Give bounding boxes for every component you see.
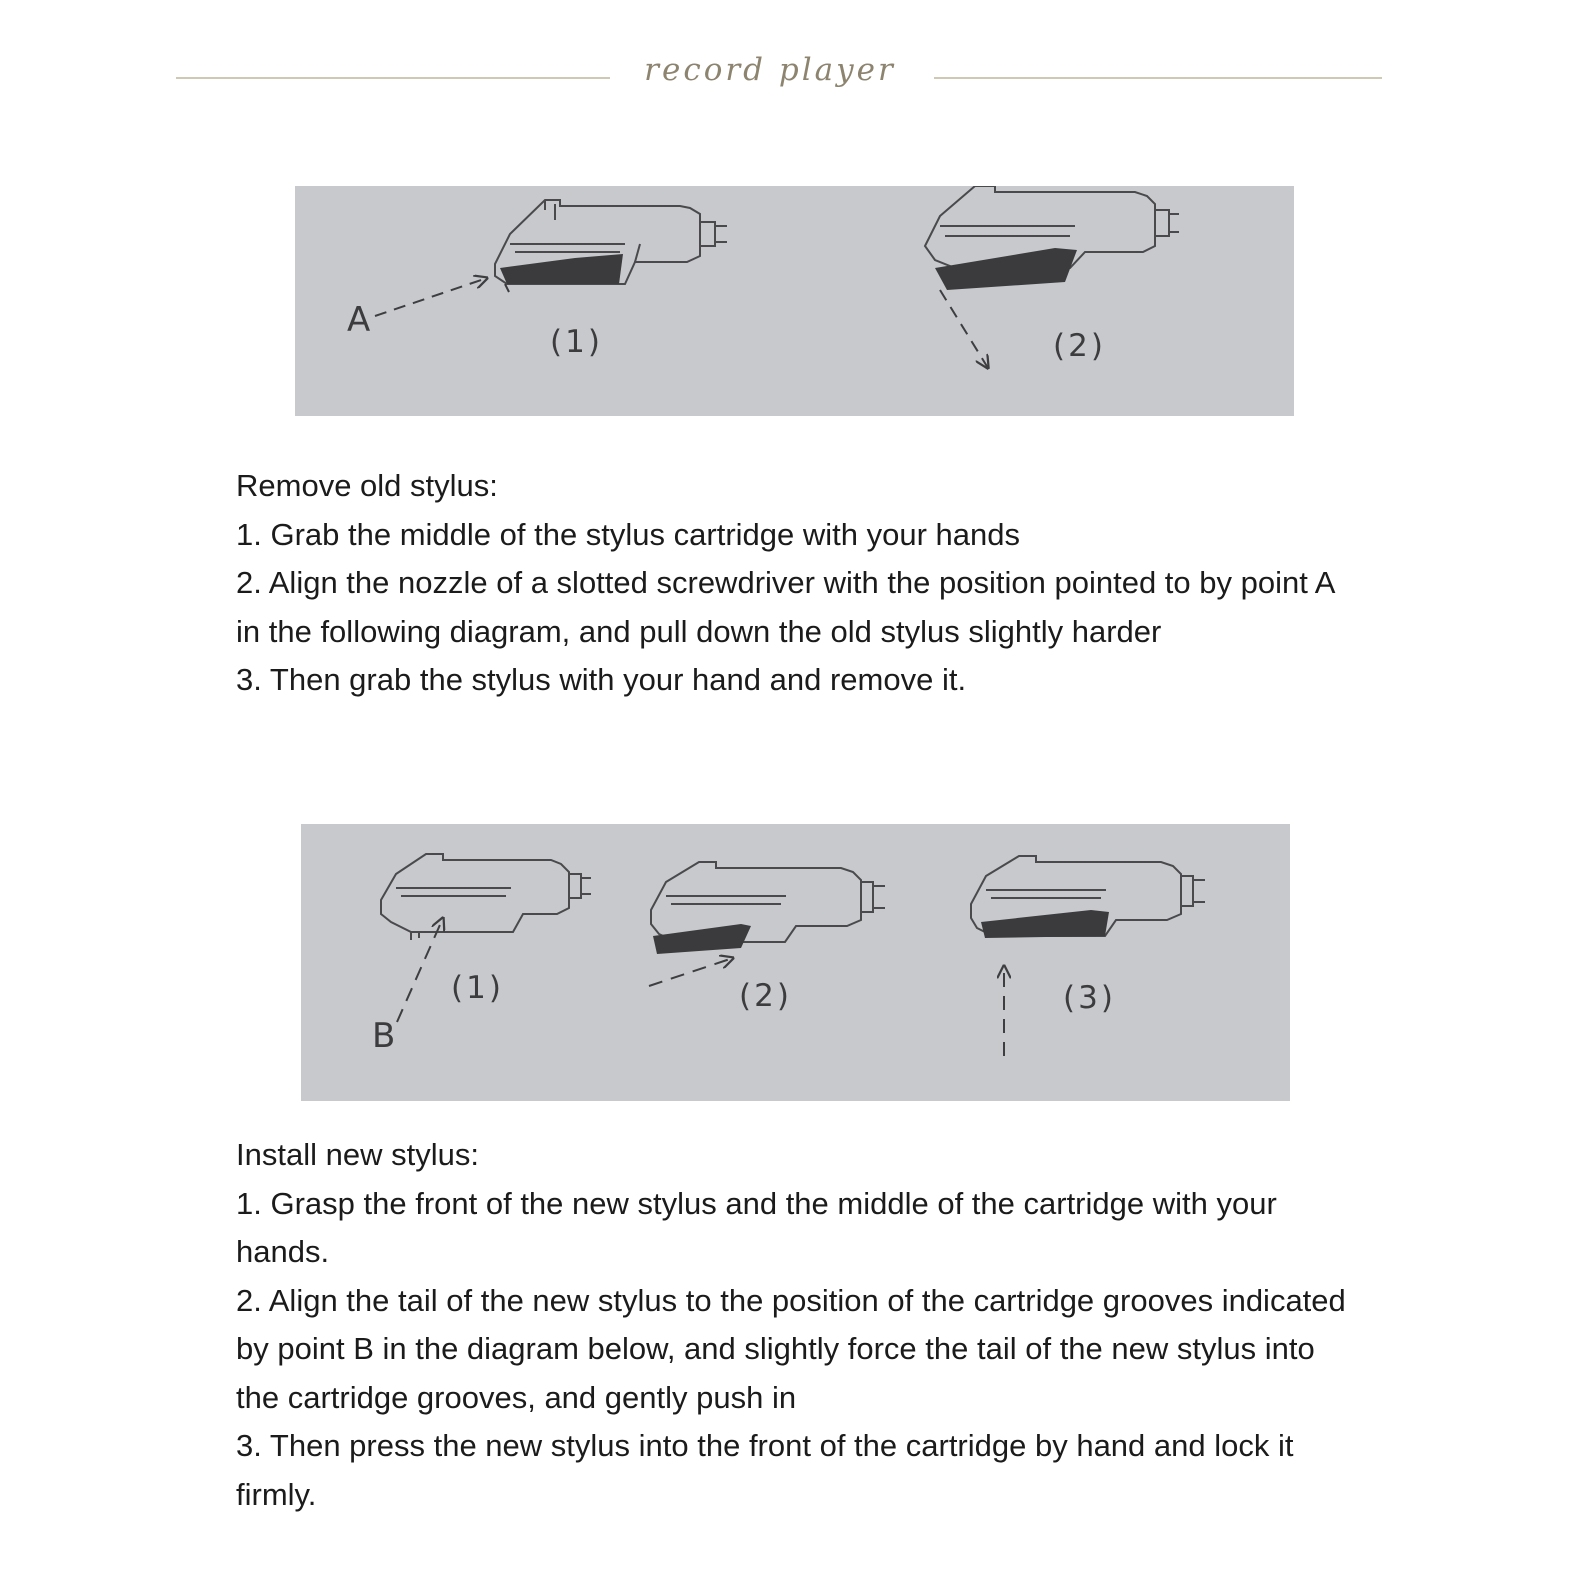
installed-stylus-shape [981, 910, 1109, 938]
point-b-label: B [372, 1016, 396, 1056]
new-stylus-shape [653, 924, 751, 954]
install-step-2: 2. Align the tail of the new stylus to the position of the cartridge grooves indicated by point B in the diagram below, and slightly force the tail of the new stylus into the cartridge grooves, and gently push in [236, 1282, 1346, 1415]
remove-step-3: 3. Then grab the stylus with your hand and remove it. [236, 662, 967, 697]
remove-instructions [236, 462, 1366, 705]
step-3-label: (3) [1063, 980, 1116, 1016]
install-diagram-drawing [301, 824, 1290, 1101]
remove-step-2: 2. Align the nozzle of a slotted screwdriver with the position pointed to by point A in the following diagram, and pull down the old stylus slightly harder [236, 565, 1334, 649]
install-step-3: 3. Then press the new stylus into the front of the cartridge by hand and lock it firmly. [236, 1428, 1294, 1512]
arrow-to-point-a [375, 278, 487, 316]
cartridge-drawing [381, 854, 591, 940]
arrow-push-in [649, 958, 733, 986]
install-step-1: 1. Grasp the front of the new stylus and the middle of the cartridge with your hands. [236, 1185, 1277, 1269]
install-heading: Install new stylus: [236, 1137, 479, 1172]
header-rule-left [176, 77, 610, 79]
step-1-label: (1) [451, 970, 504, 1006]
step-2-label: (2) [1053, 328, 1106, 364]
step-1-label: (1) [550, 324, 603, 360]
install-instructions [236, 1131, 1366, 1519]
cartridge-drawing [651, 862, 885, 942]
page-title: record player [644, 52, 896, 88]
remove-stylus-diagram [295, 186, 1294, 416]
point-a-label: A [347, 300, 371, 340]
remove-step-1: 1. Grab the middle of the stylus cartridge with your hands [236, 516, 1021, 552]
old-stylus-shape [500, 254, 623, 284]
arrow-pull-down [940, 290, 988, 368]
remove-heading: Remove old stylus: [236, 468, 498, 503]
header-rule-right [934, 77, 1382, 79]
remove-diagram-drawing [295, 186, 1294, 416]
install-stylus-diagram [301, 824, 1290, 1101]
step-2-label: (2) [739, 978, 792, 1014]
old-stylus-shape [935, 248, 1077, 290]
